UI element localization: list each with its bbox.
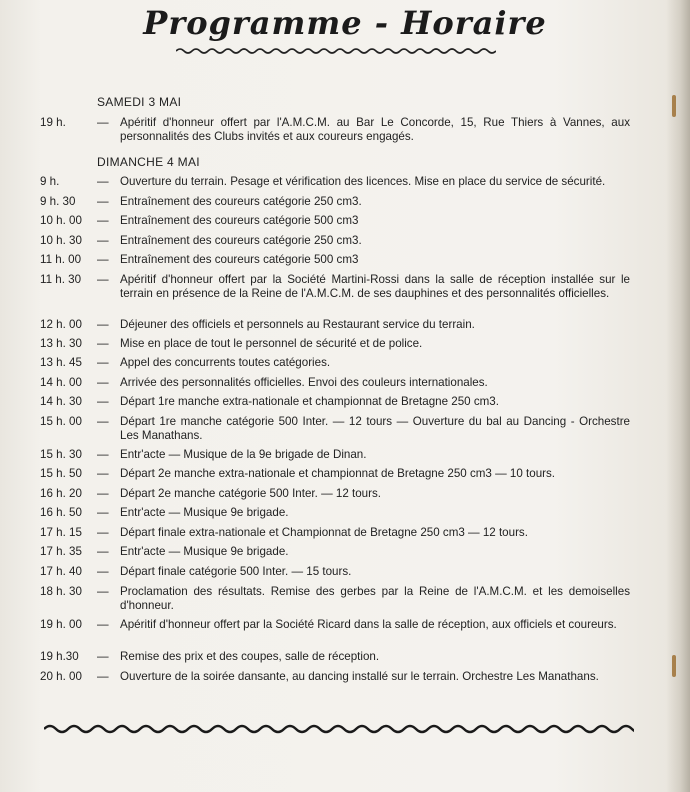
row-text: Remise des prix et des coupes, salle de réception.: [120, 650, 380, 663]
row-dash: —: [97, 467, 109, 480]
row-text: Apéritif d'honneur offert par l'A.M.C.M. au Bar Le Concorde, 15, Rue Thiers à Vannes, aux personnalités des Clubs invités et aux coureurs engagés.: [120, 116, 630, 143]
row-time: 16 h. 50: [40, 506, 82, 519]
row-time: 9 h.: [40, 175, 60, 188]
staple-top: [672, 95, 676, 117]
row-text: Entraînement des coureurs catégorie 250 cm3.: [120, 234, 362, 247]
row-text: Entr'acte — Musique de la 9e brigade de Dinan.: [120, 448, 367, 461]
row-time: 18 h. 30: [40, 585, 82, 598]
page-title: Programme - Horaire: [143, 4, 547, 42]
row-dash: —: [97, 337, 109, 350]
row-time: 11 h. 00: [40, 253, 82, 266]
binding-spine: [666, 0, 690, 792]
row-dash: —: [97, 650, 109, 663]
row-dash: —: [97, 318, 109, 331]
row-text: Appel des concurrents toutes catégories.: [120, 356, 331, 369]
row-text: Départ 1re manche extra-nationale et championnat de Bretagne 250 cm3.: [120, 395, 499, 408]
row-dash: —: [97, 415, 109, 428]
row-dash: —: [97, 565, 109, 578]
row-dash: —: [97, 214, 109, 227]
day-heading-sunday: DIMANCHE 4 MAI: [97, 155, 200, 169]
row-dash: —: [97, 195, 109, 208]
row-text: Apéritif d'honneur offert par la Société Ricard dans la salle de réception, aux officiels et coureurs.: [120, 618, 617, 631]
bottom-wavy-rule: [44, 722, 634, 736]
row-time: 15 h. 30: [40, 448, 82, 461]
row-time: 17 h. 35: [40, 545, 82, 558]
row-time: 19 h.: [40, 116, 66, 129]
row-time: 13 h. 45: [40, 356, 82, 369]
row-text: Proclamation des résultats. Remise des gerbes par la Reine de l'A.M.C.M. et les demoiselles d'honneur.: [120, 585, 630, 612]
row-dash: —: [97, 506, 109, 519]
row-dash: —: [97, 395, 109, 408]
row-text: Départ 2e manche extra-nationale et championnat de Bretagne 250 cm3 — 10 tours.: [120, 467, 556, 480]
row-text: Départ finale extra-nationale et Championnat de Bretagne 250 cm3 — 12 tours.: [120, 526, 528, 539]
row-dash: —: [97, 175, 109, 188]
row-time: 20 h. 00: [40, 670, 82, 683]
row-text: Entraînement des coureurs catégorie 500 cm3: [120, 253, 359, 266]
row-dash: —: [97, 356, 109, 369]
row-time: 15 h. 00: [40, 415, 82, 428]
row-dash: —: [97, 116, 109, 129]
row-time: 12 h. 00: [40, 318, 82, 331]
row-time: 17 h. 40: [40, 565, 82, 578]
row-text: Départ finale catégorie 500 Inter. — 15 tours.: [120, 565, 352, 578]
row-dash: —: [97, 234, 109, 247]
row-time: 14 h. 30: [40, 395, 82, 408]
row-dash: —: [97, 618, 109, 631]
row-dash: —: [97, 585, 109, 598]
row-time: 15 h. 50: [40, 467, 82, 480]
row-time: 14 h. 00: [40, 376, 82, 389]
row-dash: —: [97, 253, 109, 266]
row-dash: —: [97, 376, 109, 389]
day-heading-saturday: SAMEDI 3 MAI: [97, 95, 182, 109]
row-text: Mise en place de tout le personnel de sécurité et de police.: [120, 337, 423, 350]
row-time: 10 h. 00: [40, 214, 82, 227]
row-dash: —: [97, 545, 109, 558]
row-text: Ouverture du terrain. Pesage et vérification des licences. Mise en place du service de sécurité.: [120, 175, 606, 188]
row-text: Arrivée des personnalités officielles. Envoi des couleurs internationales.: [120, 376, 488, 389]
row-text: Déjeuner des officiels et personnels au Restaurant service du terrain.: [120, 318, 475, 331]
row-dash: —: [97, 273, 109, 286]
row-text: Apéritif d'honneur offert par la Société Martini-Rossi dans la salle de réception installée sur le terrain en présence de la Reine de l'A.M.C.M. de ses dauphines et des personnalités officielles.: [120, 273, 630, 300]
row-dash: —: [97, 448, 109, 461]
row-text: Départ 2e manche catégorie 500 Inter. — 12 tours.: [120, 487, 382, 500]
row-time: 10 h. 30: [40, 234, 82, 247]
row-time: 19 h. 00: [40, 618, 82, 631]
row-text: Départ 1re manche catégorie 500 Inter. — 12 tours — Ouverture du bal au Dancing - Orchestre Les Manathans.: [120, 415, 630, 442]
row-text: Entraînement des coureurs catégorie 500 cm3: [120, 214, 359, 227]
row-text: Entr'acte — Musique 9e brigade.: [120, 506, 289, 519]
row-time: 13 h. 30: [40, 337, 82, 350]
row-time: 16 h. 20: [40, 487, 82, 500]
row-time: 19 h.30: [40, 650, 79, 663]
row-text: Entraînement des coureurs catégorie 250 cm3.: [120, 195, 362, 208]
row-time: 11 h. 30: [40, 273, 82, 286]
row-text: Entr'acte — Musique 9e brigade.: [120, 545, 289, 558]
row-dash: —: [97, 526, 109, 539]
row-dash: —: [97, 487, 109, 500]
row-dash: —: [97, 670, 109, 683]
row-text: Ouverture de la soirée dansante, au dancing installé sur le terrain. Orchestre Les Manathans.: [120, 670, 599, 683]
row-time: 9 h. 30: [40, 195, 76, 208]
staple-bottom: [672, 655, 676, 677]
row-time: 17 h. 15: [40, 526, 82, 539]
title-wavy-underline: [176, 46, 496, 56]
